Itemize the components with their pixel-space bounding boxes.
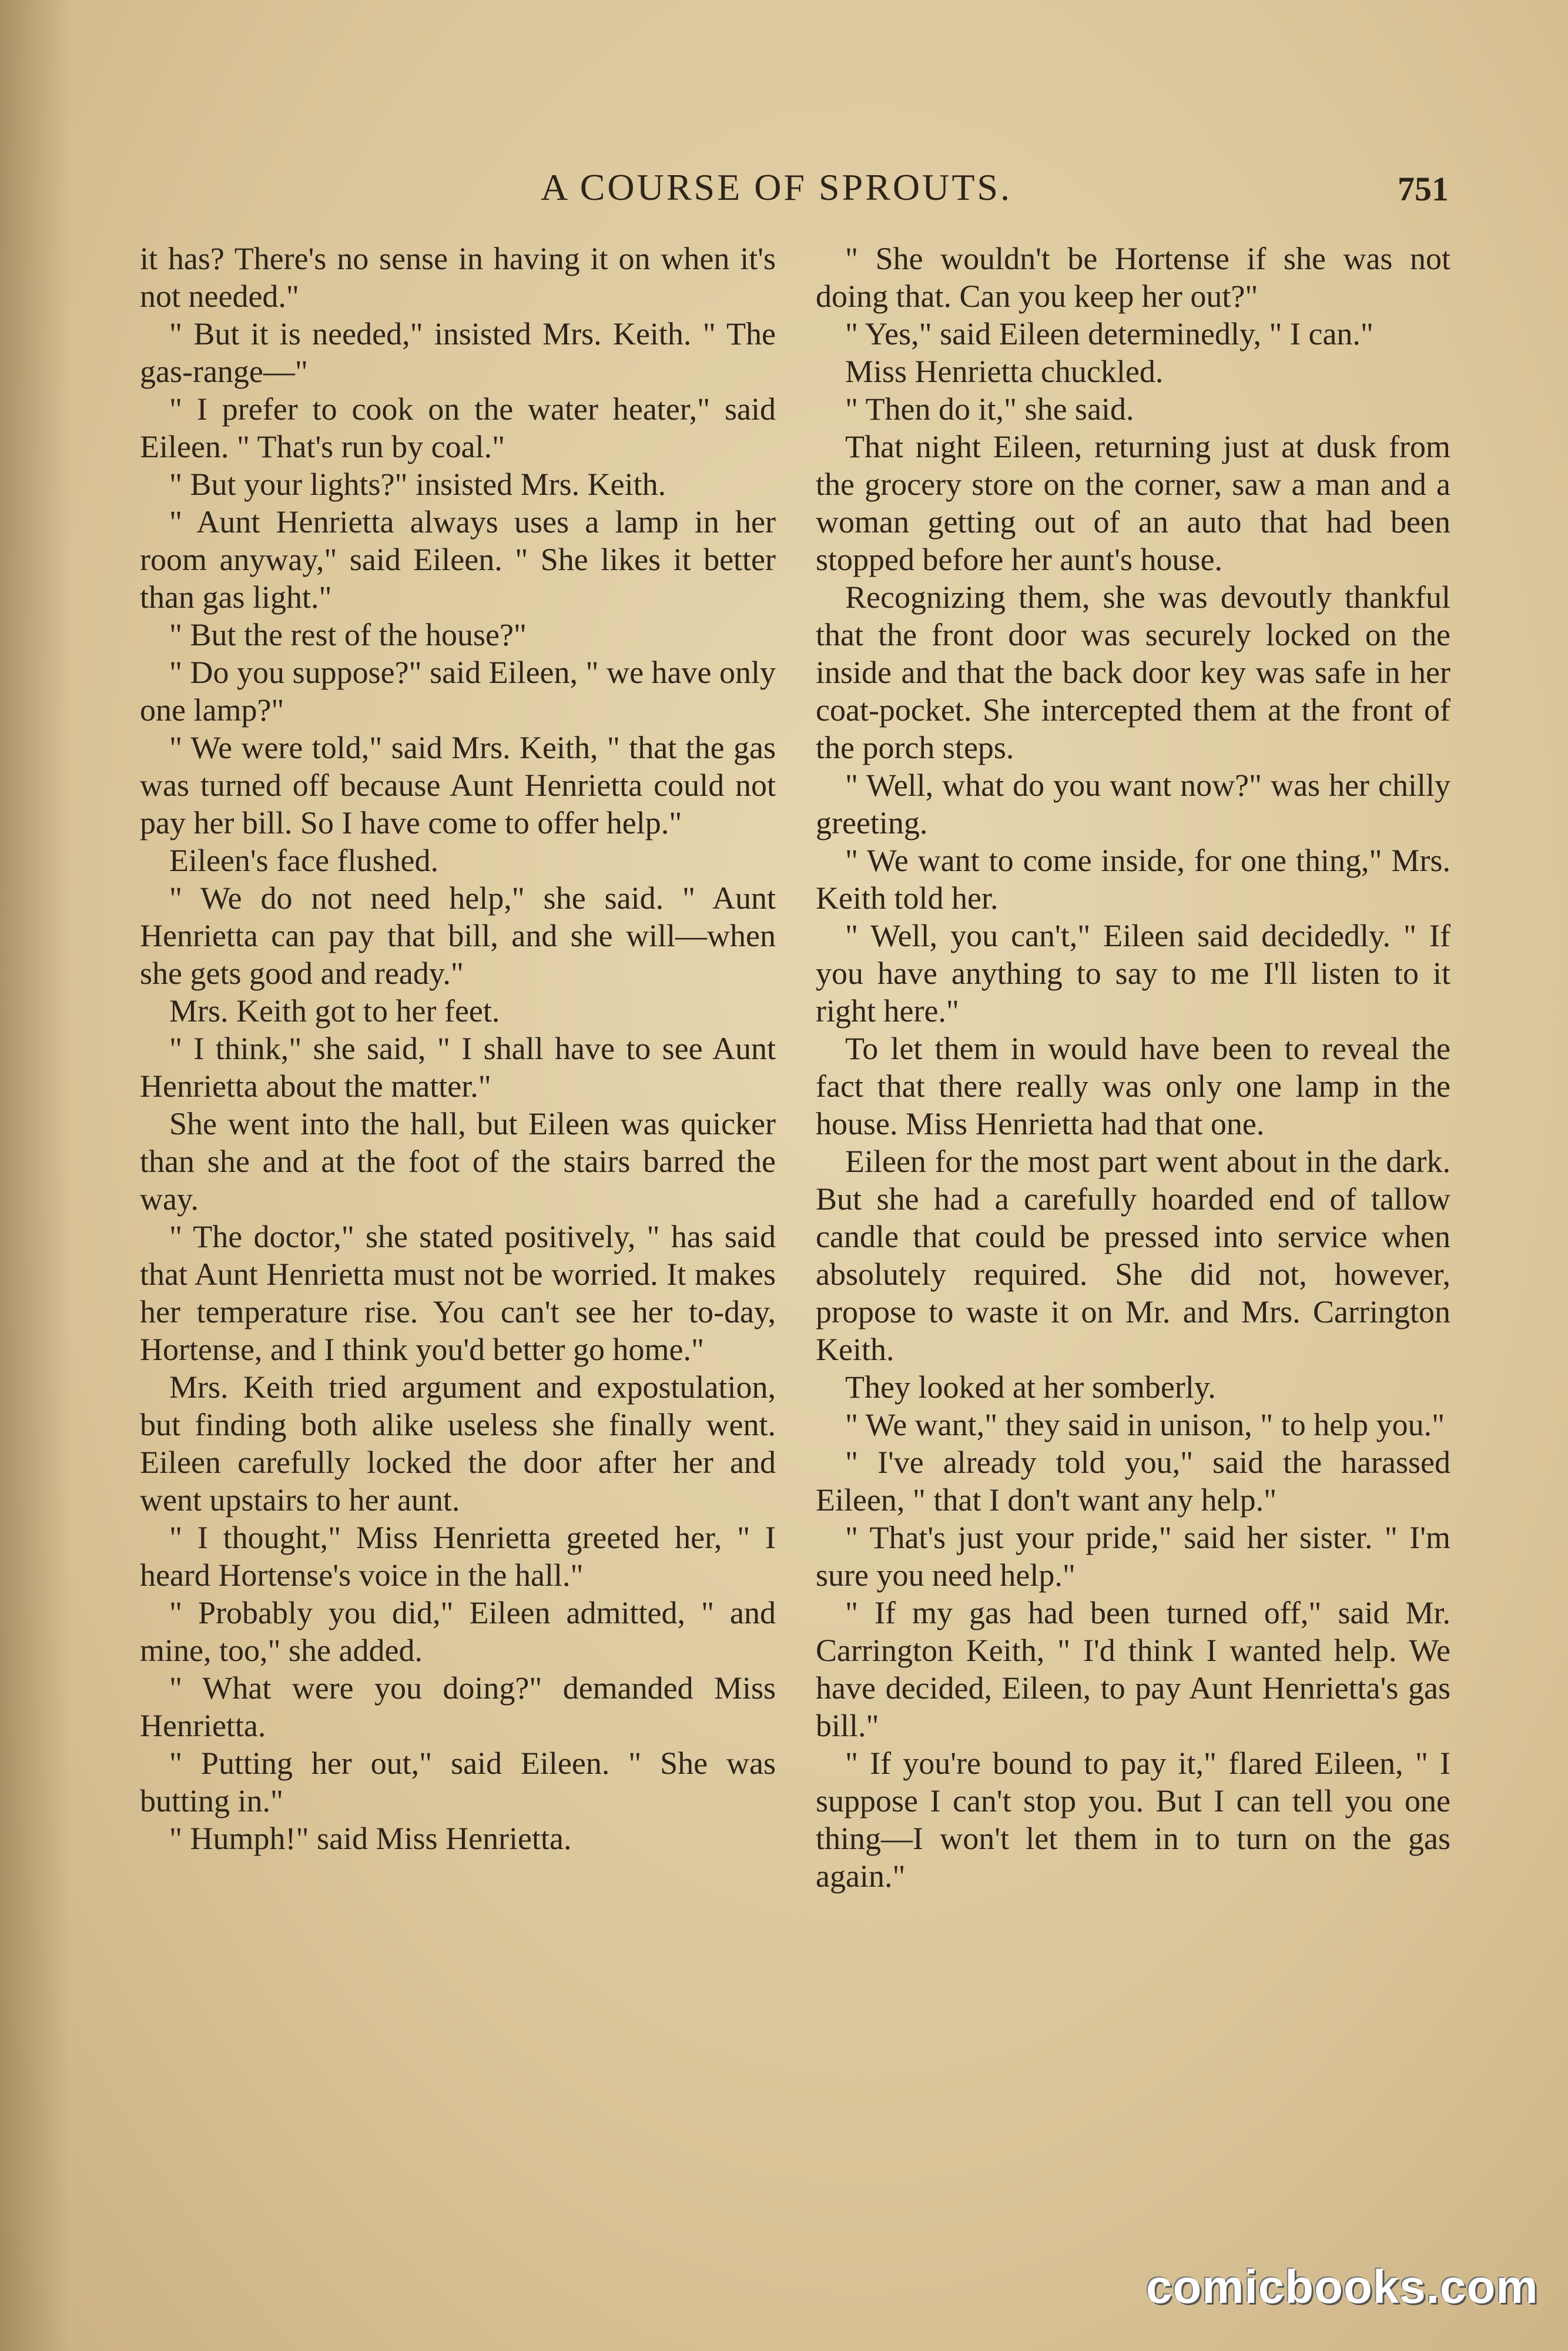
paragraph: Eileen for the most part went about in the dark. But she had a carefully hoarded end of tallow candle that could be pressed into service when absolutely required. She did not, however, propose to waste it on Mr. and Mrs. Carrington Keith. [816,1144,1450,1367]
paragraph: " Well, what do you want now?" was her chilly greeting. [816,768,1450,840]
paragraph: " We want," they said in unison, " to help you." [845,1407,1445,1442]
paragraph: " I think," she said, " I shall have to see Aunt Henrietta about the matter." [140,1031,776,1104]
paragraph: " We were told," said Mrs. Keith, " that the gas was turned off because Aunt Henrietta could not pay her bill. So I have come to offer help." [140,730,776,840]
page-header [0,166,1568,213]
paragraph: " But your lights?" insisted Mrs. Keith. [169,467,666,502]
paragraph: That night Eileen, returning just at dusk from the grocery store on the corner, saw a man and a woman getting out of an auto that had been stopped before her aunt's house. [816,429,1450,577]
paragraph: " If you're bound to pay it," flared Eileen, " I suppose I can't stop you. But I can tell you one thing—I won't let them in to turn on the gas again." [816,1746,1450,1894]
paragraph: " The doctor," she stated positively, " has said that Aunt Henrietta must not be worried. It makes her temperature rise. You can't see her to-day, Hortense, and I think you'd better go home." [140,1219,776,1367]
paragraph: Mrs. Keith got to her feet. [169,993,500,1029]
paragraph: it has? There's no sense in having it on when it's not needed." [140,241,776,314]
paragraph: " That's just your pride," said her sister. " I'm sure you need help." [816,1520,1450,1593]
paragraph: To let them in would have been to reveal the fact that there really was only one lamp in the house. Miss Henrietta had that one. [816,1031,1450,1141]
paragraph: " Probably you did," Eileen admitted, " and mine, too," she added. [140,1595,776,1668]
left-column [140,240,776,1857]
watermark-logo: comicbooks.com [1146,2260,1539,2313]
paragraph: " Then do it," she said. [845,391,1134,427]
paragraph: " Yes," said Eileen determinedly, " I can." [845,316,1373,351]
paragraph: " If my gas had been turned off," said Mr. Carrington Keith, " I'd think I wanted help. We have decided, Eileen, to pay Aunt Henrietta's gas bill." [816,1595,1450,1743]
paragraph: Mrs. Keith tried argument and expostulation, but finding both alike useless she finally went. Eileen carefully locked the door after her and went upstairs to her aunt. [140,1369,776,1518]
paragraph: " Putting her out," said Eileen. " She was butting in." [140,1746,776,1818]
paragraph: " We want to come inside, for one thing," Mrs. Keith told her. [816,843,1450,916]
paragraph: " But it is needed," insisted Mrs. Keith. " The gas-range—" [140,316,776,389]
paragraph: She went into the hall, but Eileen was quicker than she and at the foot of the stairs barred the way. [140,1106,776,1217]
running-title: A COURSE OF SPROUTS. [541,166,1012,208]
page-number: 751 [1398,170,1449,208]
paragraph: " Well, you can't," Eileen said decidedly. " If you have anything to say to me I'll listen to it right here." [816,918,1450,1029]
paragraph: " I prefer to cook on the water heater," said Eileen. " That's run by coal." [140,391,776,464]
paragraph: Eileen's face flushed. [169,843,439,878]
gutter-shadow [0,0,71,2351]
paragraph: " Aunt Henrietta always uses a lamp in her room anyway," said Eileen. " She likes it better than gas light." [140,504,776,615]
paragraph: " But the rest of the house?" [169,617,527,652]
paragraph: They looked at her somberly. [845,1369,1216,1405]
paragraph: " Do you suppose?" said Eileen, " we have only one lamp?" [140,655,776,728]
right-column [816,240,1450,1895]
paragraph: Miss Henrietta chuckled. [845,354,1164,389]
paragraph: " Humph!" said Miss Henrietta. [169,1821,572,1856]
paragraph: " We do not need help," she said. " Aunt Henrietta can pay that bill, and she will—when she gets good and ready." [140,880,776,991]
paragraph: " I thought," Miss Henrietta greeted her, " I heard Hortense's voice in the hall." [140,1520,776,1593]
paragraph: " What were you doing?" demanded Miss Henrietta. [140,1670,776,1743]
paragraph: " She wouldn't be Hortense if she was not doing that. Can you keep her out?" [816,241,1450,314]
paragraph: Recognizing them, she was devoutly thankful that the front door was securely locked on the inside and that the back door key was safe in her coat-pocket. She intercepted them at the front of the porch steps. [816,580,1450,765]
paragraph: " I've already told you," said the harassed Eileen, " that I don't want any help." [816,1445,1450,1518]
